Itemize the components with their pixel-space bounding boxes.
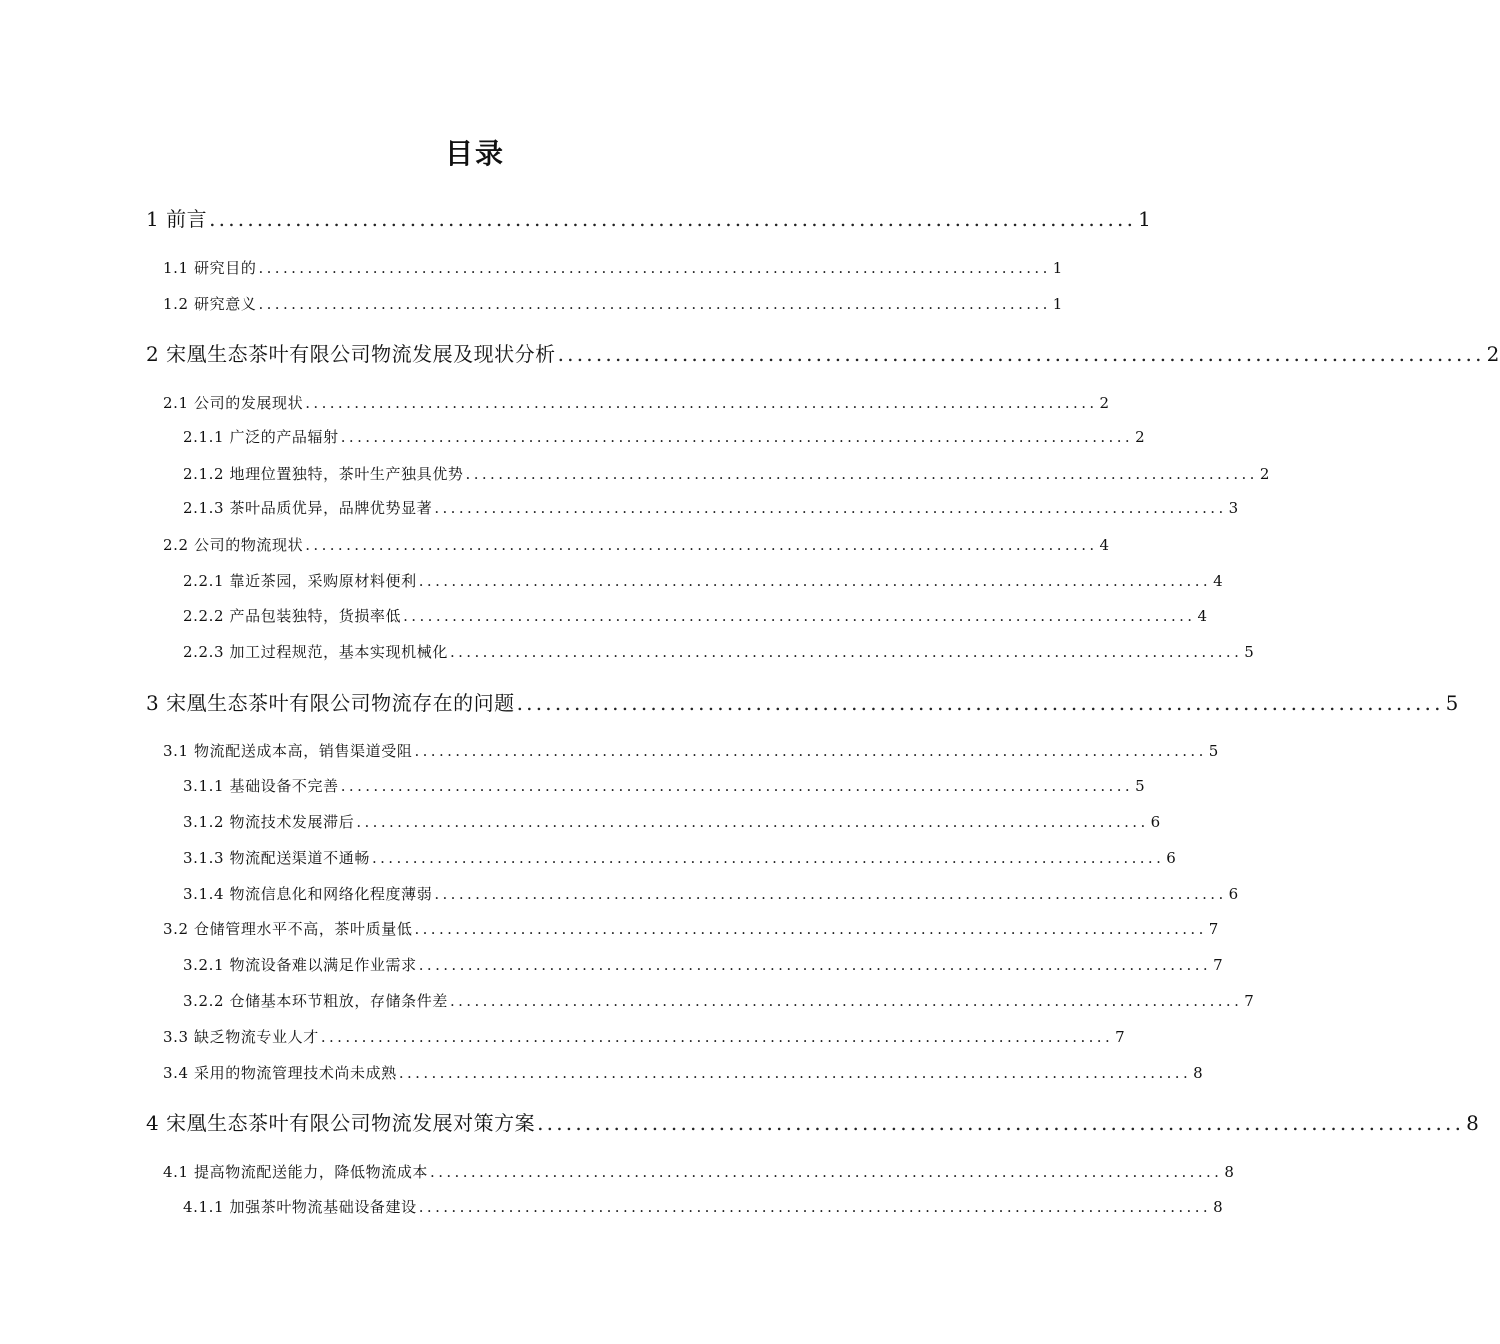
toc-entry-label: 3.1.2 物流技术发展滞后 <box>183 813 355 831</box>
toc-page-number: 7 <box>1208 920 1219 938</box>
toc-page-number: 8 <box>1213 1198 1224 1216</box>
toc-page-number: 4 <box>1197 607 1208 625</box>
toc-page-number: 1 <box>1138 207 1152 231</box>
toc-leader: ................................................................................................. <box>430 1163 1223 1181</box>
toc-page-number: 4 <box>1213 572 1224 590</box>
toc-page-number: 6 <box>1228 885 1239 903</box>
toc-page-number: 8 <box>1466 1111 1480 1135</box>
toc-entry[interactable] <box>183 641 1255 662</box>
toc-page-number: 6 <box>1166 849 1177 867</box>
toc-entry[interactable] <box>183 883 1239 904</box>
toc-entry[interactable] <box>163 918 1219 939</box>
toc-leader: ................................................................................................. <box>418 956 1212 974</box>
toc-entry[interactable] <box>183 605 1208 626</box>
toc-page-number: 2 <box>1135 428 1146 446</box>
toc-page-number: 2 <box>1486 342 1500 366</box>
toc-leader: ................................................................................................. <box>305 394 1098 412</box>
toc-entry[interactable] <box>163 740 1219 761</box>
toc-entry-label: 3.2 仓储管理水平不高，茶叶质量低 <box>163 920 413 938</box>
toc-leader: ................................................................................................. <box>418 572 1212 590</box>
toc-entry[interactable] <box>146 203 1152 232</box>
toc-entry-label: 2.1.3 茶叶品质优异，品牌优势显著 <box>183 499 433 517</box>
toc-entry-label: 3 宋凰生态茶叶有限公司物流存在的问题 <box>146 691 515 715</box>
toc-entry-label: 4.1.1 加强茶叶物流基础设备建设 <box>183 1198 417 1216</box>
toc-entry-label: 3.1 物流配送成本高，销售渠道受阻 <box>163 742 413 760</box>
toc-leader: ................................................................................................. <box>356 813 1149 831</box>
toc-entry[interactable] <box>146 1107 1480 1136</box>
toc-page-number: 6 <box>1150 813 1161 831</box>
toc-entry[interactable] <box>183 426 1146 447</box>
toc-entry-label: 4 宋凰生态茶叶有限公司物流发展对策方案 <box>146 1111 536 1135</box>
toc-entry[interactable] <box>183 775 1146 796</box>
toc-page-number: 8 <box>1224 1163 1235 1181</box>
toc-leader: ................................................................................................. <box>403 607 1196 625</box>
toc-entry-label: 1.2 研究意义 <box>163 295 257 313</box>
toc-leader: ................................................................................................. <box>209 207 1137 231</box>
toc-entry[interactable] <box>183 570 1224 591</box>
toc-leader: ................................................................................................. <box>371 849 1165 867</box>
toc-leader: ................................................................................................. <box>418 1198 1212 1216</box>
toc-page-number: 8 <box>1193 1064 1204 1082</box>
toc-entry-label: 3.2.1 物流设备难以满足作业需求 <box>183 956 417 974</box>
toc-entry-label: 2.2.2 产品包装独特，货损率低 <box>183 607 402 625</box>
toc-entry-label: 1 前言 <box>146 207 208 231</box>
toc-entry[interactable] <box>163 534 1110 555</box>
toc-page-number: 1 <box>1052 295 1063 313</box>
toc-entry-label: 3.1.3 物流配送渠道不通畅 <box>183 849 370 867</box>
toc-entry-label: 2.2 公司的物流现状 <box>163 536 304 554</box>
toc-leader: ................................................................................................. <box>434 499 1227 517</box>
toc-leader: ................................................................................................. <box>320 1028 1114 1046</box>
toc-page-number: 1 <box>1052 259 1063 277</box>
toc-entry[interactable] <box>183 990 1255 1011</box>
toc-entry-label: 2 宋凰生态茶叶有限公司物流发展及现状分析 <box>146 342 556 366</box>
toc-entry[interactable] <box>163 257 1063 278</box>
toc-leader: ................................................................................................. <box>537 1111 1465 1135</box>
toc-entry[interactable] <box>163 1062 1204 1083</box>
toc-page-number: 4 <box>1099 536 1110 554</box>
toc-page-number: 5 <box>1244 643 1255 661</box>
toc-leader: ................................................................................................. <box>340 777 1134 795</box>
toc-entry[interactable] <box>183 954 1224 975</box>
toc-page-number: 5 <box>1208 742 1219 760</box>
toc-leader: ................................................................................................. <box>398 1064 1192 1082</box>
toc-entry-label: 3.1.4 物流信息化和网络化程度薄弱 <box>183 885 433 903</box>
toc-entry[interactable] <box>146 338 1500 367</box>
toc-entry-label: 2.1 公司的发展现状 <box>163 394 304 412</box>
toc-entry[interactable] <box>183 811 1161 832</box>
toc-entry-label: 3.3 缺乏物流专业人才 <box>163 1028 319 1046</box>
toc-entry-label: 2.2.3 加工过程规范，基本实现机械化 <box>183 643 448 661</box>
toc-page-number: 2 <box>1099 394 1110 412</box>
toc-entry[interactable] <box>163 392 1110 413</box>
toc-leader: ................................................................................................. <box>414 920 1207 938</box>
toc-page-number: 7 <box>1213 956 1224 974</box>
toc-entry[interactable] <box>163 1026 1126 1047</box>
toc-entry-label: 2.1.2 地理位置独特，茶叶生产独具优势 <box>183 465 464 483</box>
toc-entry[interactable] <box>183 847 1177 868</box>
page-title: 目录 <box>444 137 505 170</box>
toc-leader: ................................................................................................. <box>258 295 1051 313</box>
toc-leader: ................................................................................................. <box>557 342 1485 366</box>
toc-entry[interactable] <box>183 1196 1224 1217</box>
toc-leader: ................................................................................................. <box>434 885 1227 903</box>
toc-leader: ................................................................................................. <box>258 259 1051 277</box>
toc-entry[interactable] <box>183 497 1239 518</box>
toc-page-number: 7 <box>1244 992 1255 1010</box>
toc-page-number: 5 <box>1445 691 1459 715</box>
toc-leader: ................................................................................................. <box>516 691 1444 715</box>
toc-entry-label: 3.1.1 基础设备不完善 <box>183 777 339 795</box>
toc-entry-label: 2.1.1 广泛的产品辐射 <box>183 428 339 446</box>
toc-entry-label: 1.1 研究目的 <box>163 259 257 277</box>
toc-entry-label: 2.2.1 靠近茶园，采购原材料便利 <box>183 572 417 590</box>
toc-leader: ................................................................................................. <box>449 643 1243 661</box>
toc-entry[interactable] <box>163 1161 1235 1182</box>
toc-entry-label: 4.1 提高物流配送能力，降低物流成本 <box>163 1163 429 1181</box>
toc-leader: ................................................................................................. <box>414 742 1207 760</box>
toc-page-number: 7 <box>1115 1028 1126 1046</box>
toc-leader: ................................................................................................. <box>449 992 1243 1010</box>
toc-page-number: 2 <box>1259 465 1271 483</box>
toc-entry-label: 3.2.2 仓储基本环节粗放，存储条件差 <box>183 992 448 1010</box>
toc-page-number: 5 <box>1135 777 1146 795</box>
toc-entry-label: 3.4 采用的物流管理技术尚未成熟 <box>163 1064 397 1082</box>
toc-leader: ................................................................................................. <box>465 465 1258 483</box>
toc-page-number: 3 <box>1228 499 1239 517</box>
toc-entry[interactable] <box>146 687 1459 716</box>
toc-leader: ................................................................................................. <box>305 536 1098 554</box>
toc-leader: ................................................................................................. <box>340 428 1134 446</box>
toc-entry[interactable] <box>183 463 1271 484</box>
toc-entry[interactable] <box>163 293 1063 314</box>
